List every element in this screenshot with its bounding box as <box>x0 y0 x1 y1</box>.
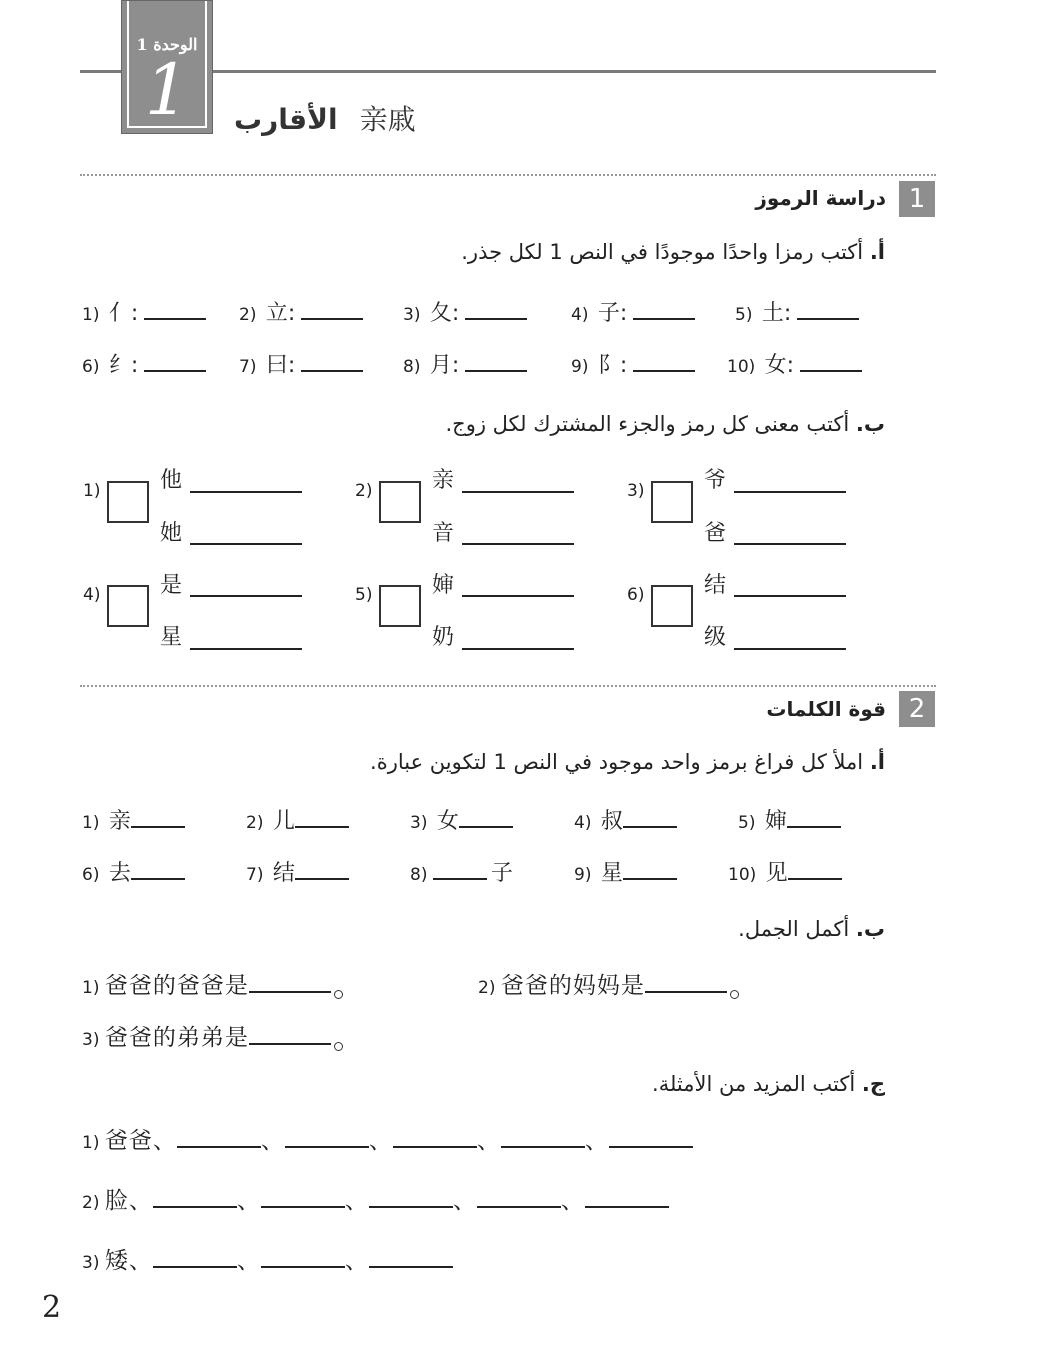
pair-char-top: 爷 <box>704 468 727 493</box>
answer-blank[interactable] <box>623 878 677 880</box>
section1-number: 1 <box>899 181 935 217</box>
section1-divider <box>80 174 936 176</box>
pair-line-top[interactable] <box>462 595 574 597</box>
answer-blank[interactable] <box>295 878 349 880</box>
word-item: 9) 星 <box>574 856 677 887</box>
pair-line-top[interactable] <box>190 491 302 493</box>
pair-line-bottom[interactable] <box>190 648 302 650</box>
answer-blank[interactable] <box>459 826 513 828</box>
radical-item: 10) 女: <box>727 348 862 379</box>
period-mark <box>334 1042 343 1051</box>
section2-part-c-instruction <box>652 1072 885 1096</box>
answer-blank[interactable] <box>301 318 363 320</box>
period-mark <box>334 990 343 999</box>
word-item: 6) 去 <box>82 856 185 887</box>
pair-char-top: 婶 <box>432 573 455 598</box>
answer-blank[interactable] <box>153 1266 237 1268</box>
answer-blank[interactable] <box>797 318 859 320</box>
answer-blank[interactable] <box>633 318 695 320</box>
pair-char-bottom: 爸 <box>704 521 727 546</box>
word-item: 7) 结 <box>246 856 349 887</box>
radical-item: 4) 子: <box>571 296 695 327</box>
pair-answer-box[interactable] <box>379 481 421 523</box>
page-number: 2 <box>42 1290 62 1325</box>
answer-blank[interactable] <box>249 991 331 993</box>
answer-blank[interactable] <box>144 370 206 372</box>
section2-part-a-instruction <box>370 750 885 774</box>
section2-number: 2 <box>899 691 935 727</box>
section1-part-b-instruction <box>445 412 885 436</box>
unit-tab <box>121 0 213 134</box>
answer-blank[interactable] <box>465 318 527 320</box>
section2-part-b-instruction <box>738 917 885 941</box>
pair-line-top[interactable] <box>462 491 574 493</box>
answer-blank[interactable] <box>788 878 842 880</box>
word-item: 3) 女 <box>410 804 513 835</box>
radical-item: 7) 曰: <box>239 348 363 379</box>
pair-line-bottom[interactable] <box>734 543 846 545</box>
answer-blank[interactable] <box>369 1206 453 1208</box>
answer-blank[interactable] <box>301 370 363 372</box>
part-b-marker: ب. <box>855 917 885 941</box>
radical-item: 8) 月: <box>403 348 527 379</box>
period-mark <box>730 990 739 999</box>
answer-blank[interactable] <box>393 1146 477 1148</box>
word-item: 5) 婶 <box>738 804 841 835</box>
pair-line-bottom[interactable] <box>462 543 574 545</box>
answer-blank[interactable] <box>131 826 185 828</box>
pair-char-bottom: 级 <box>704 625 727 650</box>
answer-blank[interactable] <box>261 1266 345 1268</box>
example-row: 1) 爸爸、 、 、 、 、 <box>82 1122 693 1155</box>
pair-char-top: 是 <box>160 573 183 598</box>
pair-line-top[interactable] <box>734 595 846 597</box>
part-a-text: املأ كل فراغ برمز واحد موجود في النص 1 لتكوين عبارة. <box>370 750 870 774</box>
radical-item: 3) 夂: <box>403 296 527 327</box>
title-arabic: الأقارب <box>234 103 338 136</box>
part-a-text: أكتب رمزا واحدًا موجودًا في النص 1 لكل جذر. <box>461 240 870 264</box>
answer-blank[interactable] <box>623 826 677 828</box>
pair-line-top[interactable] <box>190 595 302 597</box>
section2-divider <box>80 685 936 687</box>
unit-label: الوحدة 1 <box>136 35 198 54</box>
pair-line-bottom[interactable] <box>190 543 302 545</box>
pair-char-top: 结 <box>704 573 727 598</box>
answer-blank[interactable] <box>477 1206 561 1208</box>
pair-number: 5) <box>355 585 373 605</box>
section2-title: قوة الكلمات <box>766 697 886 721</box>
example-row: 2) 脸、 、 、 、 、 <box>82 1182 669 1215</box>
pair-char-bottom: 奶 <box>432 625 455 650</box>
answer-blank[interactable] <box>249 1043 331 1045</box>
word-item: 10) 见 <box>728 856 842 887</box>
pair-line-bottom[interactable] <box>462 648 574 650</box>
answer-blank[interactable] <box>645 991 727 993</box>
answer-blank[interactable] <box>285 1146 369 1148</box>
answer-blank[interactable] <box>585 1206 669 1208</box>
answer-blank[interactable] <box>153 1206 237 1208</box>
pair-number: 1) <box>83 481 101 501</box>
radical-item: 2) 立: <box>239 296 363 327</box>
word-item: 2) 儿 <box>246 804 349 835</box>
word-item: 8) 子 <box>410 861 513 886</box>
sentence-item: 2) 爸爸的妈妈是 <box>478 967 739 1000</box>
pair-line-bottom[interactable] <box>734 648 846 650</box>
part-c-marker: ج. <box>861 1072 885 1096</box>
pair-number: 3) <box>627 481 645 501</box>
answer-blank[interactable] <box>295 826 349 828</box>
pair-answer-box[interactable] <box>107 585 149 627</box>
unit-number: 1 <box>144 49 190 131</box>
answer-blank[interactable] <box>369 1266 453 1268</box>
example-row: 3) 矮、 、 、 <box>82 1242 453 1275</box>
pair-answer-box[interactable] <box>107 481 149 523</box>
radical-item: 5) 土: <box>735 296 859 327</box>
pair-number: 2) <box>355 481 373 501</box>
sentence-item: 1) 爸爸的爸爸是 <box>82 967 343 1000</box>
pair-answer-box[interactable] <box>651 585 693 627</box>
radical-item: 6) 纟: <box>82 348 206 379</box>
answer-blank[interactable] <box>144 318 206 320</box>
answer-blank[interactable] <box>633 370 695 372</box>
pair-char-bottom: 星 <box>160 625 183 650</box>
radical-item: 1) 亻: <box>82 296 206 327</box>
pair-answer-box[interactable] <box>651 481 693 523</box>
part-a-marker: أ. <box>869 750 885 774</box>
part-a-marker: أ. <box>869 240 885 264</box>
part-b-text: أكتب معنى كل رمز والجزء المشترك لكل زوج. <box>445 412 856 436</box>
pair-number: 4) <box>83 585 101 605</box>
sentence-item: 3) 爸爸的弟弟是 <box>82 1019 343 1052</box>
radical-item: 9) 阝: <box>571 348 695 379</box>
word-item: 4) 叔 <box>574 804 677 835</box>
pair-line-top[interactable] <box>734 491 846 493</box>
pair-answer-box[interactable] <box>379 585 421 627</box>
part-b-marker: ب. <box>855 412 885 436</box>
word-item: 1) 亲 <box>82 804 185 835</box>
answer-blank[interactable] <box>261 1206 345 1208</box>
part-c-text: أكتب المزيد من الأمثلة. <box>652 1072 862 1096</box>
answer-blank[interactable] <box>501 1146 585 1148</box>
answer-blank[interactable] <box>177 1146 261 1148</box>
answer-blank[interactable] <box>609 1146 693 1148</box>
pair-number: 6) <box>627 585 645 605</box>
section1-part-a-instruction <box>461 240 885 264</box>
section1-title: دراسة الرموز <box>755 186 886 210</box>
pair-char-top: 他 <box>160 468 183 493</box>
answer-blank[interactable] <box>131 878 185 880</box>
pair-char-bottom: 音 <box>432 521 455 546</box>
answer-blank[interactable] <box>800 370 862 372</box>
pair-char-bottom: 她 <box>160 521 183 546</box>
part-b-text: أكمل الجمل. <box>738 917 856 941</box>
answer-blank[interactable] <box>465 370 527 372</box>
answer-blank[interactable] <box>787 826 841 828</box>
page-title <box>234 98 416 138</box>
title-chinese: 亲戚 <box>359 103 416 136</box>
answer-blank[interactable] <box>433 878 487 880</box>
pair-char-top: 亲 <box>432 468 455 493</box>
